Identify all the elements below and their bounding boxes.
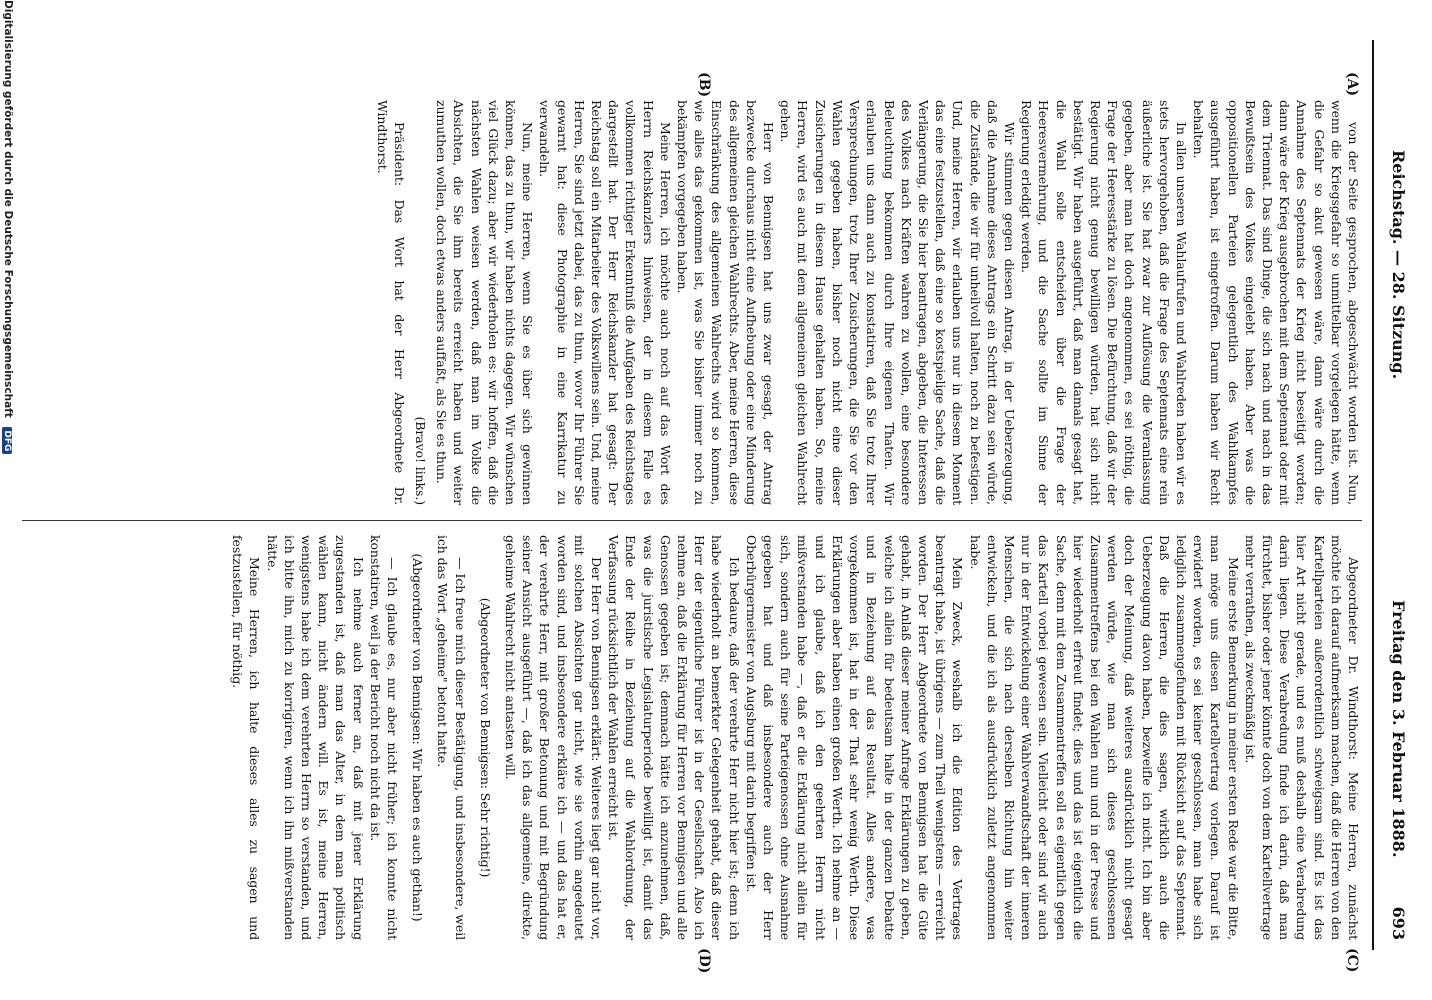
paragraph: Nun, meine Herren, wenn Sie es über sich gewinnen können, das zu thun, wir haben nichts dagegen. Wir wünschen viel Glück dazu; aber wir wiederholen es: wir hoffen, daß die nächsten Wahlen weisen werden, daß man im Volke die Absichten, die Sie ihm bereits erreicht haben und weiter zumuthen wollen, doch etwas anders auffaßt, als Sie es thun. (434, 100, 536, 505)
digitization-credit (0, 0, 14, 1000)
paragraph: von der Seite gesprochen, abgeschwächt worden ist. Nun, wenn die Kriegsgefahr so unmittelbar vorgelegen hätte, wenn die Gefahr so akut gewesen wäre, dann wäre durch die Annahme des Septennats der Krieg nicht beseitigt worden; dann wäre der Krieg ausgebrochen mit dem Septennat oder mit dem Triennat. Das sind Dinge, die sich nach und nach in das Bewußtsein des Volkes eingelebt haben. Aber was die oppositionellen Parteien gelegentlich des Wahlkampfes ausgeführt haben, ist eingetroffen. Darum haben wir Recht behalten. (1191, 100, 1361, 505)
right-column (229, 535, 1362, 940)
running-head-left: Reichstag. — 28. Sitzung. (1389, 150, 1408, 380)
margin-marker-c: (C) (1344, 948, 1360, 973)
column-divider (22, 520, 1362, 521)
page-number: 693 (1389, 906, 1408, 940)
margin-marker-b: (B) (696, 72, 712, 98)
paragraph: Der Herr von Bennigsen erklärt: Weiteres liegt gar nicht vor, mit solchen Absichten gar nicht, wie sie vorhin angedeutet worden sind, und insbesondere erkläre ich — und das hat er, der verehrte Herr, mit großer Betonung und mit Begründung seiner Ansicht ausgeführt —, daß ich das allgemeine, direkte, geheime Wahlrecht nicht antasten will. (503, 535, 605, 940)
paragraph: Meine Herren, ich halte dieses alles zu sagen und festzustellen, für nöthig. (230, 535, 263, 940)
paragraph: Meine erste Bemerkung in meiner ersten Rede war die Bitte, man möge uns diesen Kartellvertrag vorlegen. Darauf ist erwidert worden, es sei keiner geschlossen, man habe sich lediglich zusammengefunden mit Rücksicht auf das Septennat. Daß die Herren, die dies sagen, wirklich auch die Ueberzeugung davon haben, bezweifle ich nicht. Ich bin aber doch der Meinung, daß weiteres ausdrücklich nicht gesagt werden würde, wie man sich dieses geschlossenen Zusammentreffens bei den Wahlen nun und in der Presse und hier wiederholt erfreut findet; dies und das ist eigentlich die Sache, denn mit dem Zusammentreffen soll es eigentlich gegen das Kartell vorbei gewesen sein. Vielleicht oder sind wir auch nur in der Entwickelung einer Wahlverwandtschaft der inneren Menschen, die sich nach derselben Richtung hin weiter entwickeln, und die ich als ausdrücklich zuletzt angenommen habe. (967, 535, 1241, 940)
paragraph: Ich nehme auch ferner an, daß mit jener Erklärung zugestanden ist, daß man das Alter, in dem man politisch wählen kann, nicht ändern will. Es ist, meine Herren, wenigstens habe ich dem verehrten Herrn so verstanden, und ich bitte ihn, mich zu korrigiren, wenn ich ihn mißverstanden hätte. (264, 535, 366, 940)
paragraph: Ich bedaure, daß der verehrte Herr nicht hier ist; denn ich habe wiederholt an bemerkter Gelegenheit gehabt, daß dieser Herr der eigentliche Führer ist in der Gesellschaft. Also ich nehme an, daß die Erklärung für Herren vor Bennigsen und alle Genossen gegeben ist; demnach hätte ich anzunehmen, daß, was die juristische Legislaturperiode bewilligt ist, damit das Ende der Reihe in Beziehung auf die Wahlordnung, der Verfassung rücksichtlich der Wahlen erreicht ist. (606, 535, 742, 940)
margin-marker-a: (A) (1344, 72, 1360, 97)
interjection: (Abgeordneter von Bennigsen: Sehr richtig!) (477, 597, 493, 878)
margin-marker-d: (D) (696, 948, 712, 974)
paragraph: Mein Zweck, weshalb ich die Edition des Vertrages beantragt habe, ist übrigens — zum Theil wenigstens — erreicht worden. Der Herr Abgeordnete von Bennigsen hat die Güte gehabt, in Anlaß dieser meiner Anfrage Erklärungen zu geben, welche ich allein für bedeutsam halte in der ganzen Debatte und in Beziehung auf das Resultat. Alles andere, was vorgekommen ist, hat in der That sehr wenig Werth. Diese Erklärungen aber haben einen großen Werth. Ich nehme an — und ich glaube, daß ich den geehrten Herrn nicht mißverstanden habe —, daß er die Erklärung nicht allein für sich, sondern auch für seine Parteigenossen ohne Ausnahme gegeben hat und daß insbesondere auch der Herr Oberbürgermeister von Augsburg mit darin begriffen ist. (743, 535, 966, 940)
credit-text: Digitalisierung gefördert durch die Deutsche Forschungsgemeinschaft (2, 0, 14, 418)
paragraph: Herr von Bennigsen hat uns zwar gesagt, der Antrag bezwecke durchaus nicht eine Aufhebung oder eine Minderung des allgemeinen gleichen Wahlrechts. Aber, meine Herren, diese Einschränkung des allgemeinen Wahlrechts wird so kommen, wie alles das gekommen ist, was Sie bisher immer noch zu bekämpfen vorgegeben haben. (675, 100, 777, 505)
paragraph: — Ich glaube es, nur aber nicht früher; ich konnte nicht konstatiren, weil ja der Bericht noch nicht da ist. (367, 535, 401, 940)
interjection: (Abgeordneter von Bennigsen: Wir haben es auch gethan!) (410, 553, 426, 922)
page-header (1382, 30, 1412, 960)
paragraph: Wir stimmen gegen diesen Antrag, in der Ueberzeugung, daß die Annahme dieses Antrags ein Schritt dazu sein würde, die Zustände, die wir für unheilvoll halten, noch zu befestigen. Und, meine Herren, wir erlauben uns nur in diesem Moment das eine festzustellen, daß eine so kostspielige Sache, daß die Verlängerung, die Sie hier beantragen, abgeben, die Interessen des Volkes nach Kräften wahren zu wollen, eine besondere Beleuchtung bekommen durch Ihre eigenen Thaten. Wir erlauben uns dann auch zu konstatiren, daß Sie trotz Ihrer Versprechungen, trotz Ihrer Zusicherungen, die Sie vor den Wahlen gegeben haben, bisher noch nicht eine dieser Zusicherungen in diesem Hause gehalten haben. So, meine Herren, wird es auch mit dem allgemeinen gleichen Wahlrecht gehen. (778, 100, 1017, 505)
paragraph: Abgeordneter Dr. Windthorst: Meine Herren, zunächst möchte ich darauf aufmerksam machen, daß die Herren von den Kartellparteien außerordentlich schweigsam sind. Es ist das hier Art nicht gerade, und es muß deshalb eine Verabredung darin liegen. Diese Verabredung finde ich darin, daß man fürchtet, bisher oder jener könnte doch von dem Kartellvertrage mehr verrathen, als zweckmäßig ist. (1242, 535, 1361, 940)
left-column (373, 100, 1362, 505)
paragraph: In allen unseren Wahlaufrufen und Wahlreden haben wir es stets hervorgehoben, daß die Frage des Septennats eine rein äußerliche ist. Sie hat zwar zur Auflösung die Veranlassung gegeben, aber man hat doch angenommen, es sei nöthig, die Frage der Heeresstärke zu lösen. Die Befürchtung, daß wir der Regierung nicht genug bewilligen würden, hat sich nicht bestätigt. Wir haben ausgeführt, daß man damals gesagt hat, die Wahl solle entscheiden über die Frage der Heeresvermehrung, und die Sache sollte im Sinne der Regierung erledigt werden. (1019, 100, 1189, 505)
president-statement: Präsident: Das Wort hat der Herr Abgeordnete Dr. Windthorst. (374, 100, 407, 505)
paragraph: Meine Herren, ich möchte auch noch auf das Wort des Herrn Reichskanzlers hinweisen, der in diesem Falle es vollkommen richtiger Erkenntniß die Aufgaben des Reichstages dargestellt hat. Der Herr Reichskanzler hat gesagt: Der Reichstag soll ein Mitarbeiter des Volkswillens sein. Und, meine Herren, Sie sind jetzt dabei, das zu thun, wovor Ihr Führer Sie gewarnt hat: diese Photographie in eine Karrikatur zu verwandeln. (537, 100, 673, 505)
paragraph: — Ich freue mich dieser Bestätigung, und insbesondere, weil ich das Wort „geheime" betont hatte. (435, 535, 468, 940)
header-rule (1372, 40, 1374, 950)
applause-note: (Bravo! links.) (413, 416, 429, 505)
running-head-right: Freitag den 3. Februar 1888. (1389, 600, 1408, 858)
dfg-logo: DFG (2, 427, 12, 454)
